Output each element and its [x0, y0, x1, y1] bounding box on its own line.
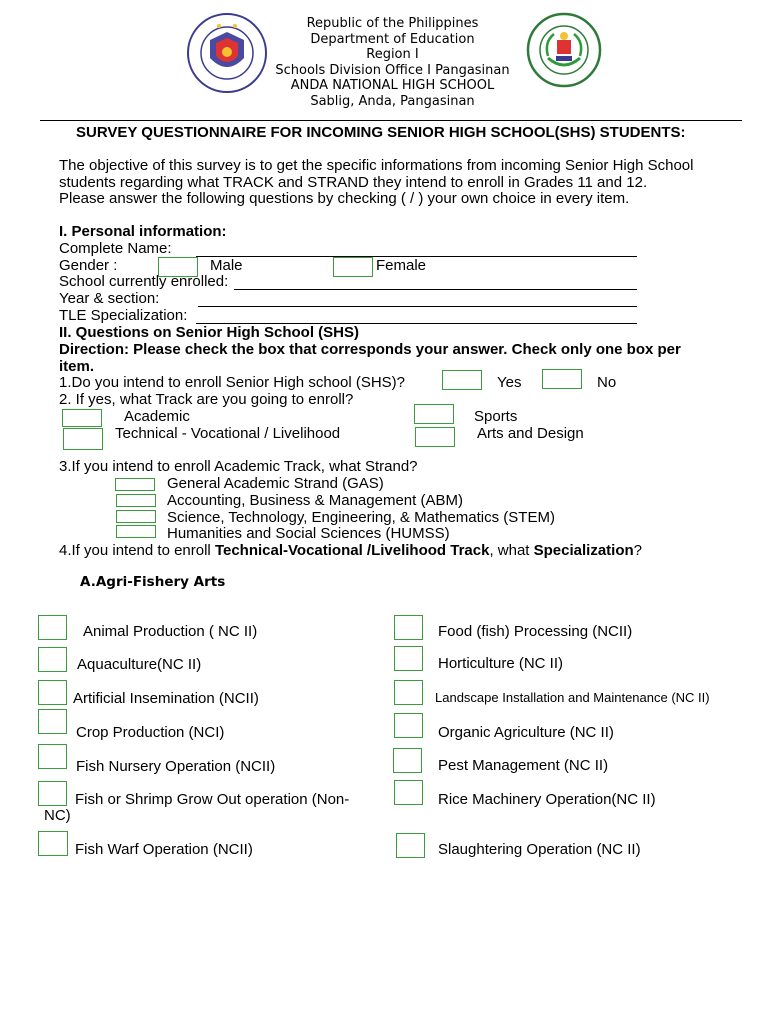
organic-agriculture-label: Organic Agriculture (NC II)	[438, 724, 614, 741]
academic-label: Academic	[124, 408, 190, 425]
tvl-checkbox[interactable]	[63, 428, 103, 450]
question-4-part-2: , what	[489, 542, 534, 559]
female-checkbox[interactable]	[333, 257, 373, 277]
food-processing-checkbox[interactable]	[394, 615, 423, 640]
aquaculture-checkbox[interactable]	[38, 647, 67, 672]
crop-production-label: Crop Production (NCI)	[76, 724, 225, 741]
gas-label: General Academic Strand (GAS)	[167, 475, 384, 492]
question-1: 1.Do you intend to enroll Senior High school (SHS)?	[59, 374, 406, 391]
section-personal-heading: I. Personal information:	[59, 223, 227, 240]
sports-checkbox[interactable]	[414, 404, 454, 424]
header-line-4: Schools Division Office I Pangasinan	[275, 62, 510, 78]
yes-checkbox[interactable]	[442, 370, 482, 390]
abm-checkbox[interactable]	[116, 494, 156, 507]
abm-label: Accounting, Business & Management (ABM)	[167, 492, 463, 509]
question-2: 2. If yes, what Track are you going to enroll?	[59, 391, 354, 408]
organic-agriculture-checkbox[interactable]	[394, 713, 423, 738]
rice-machinery-label: Rice Machinery Operation(NC II)	[438, 791, 656, 808]
header-line-5: ANDA NATIONAL HIGH SCHOOL	[290, 78, 495, 94]
complete-name-label: Complete Name:	[59, 240, 172, 257]
pest-management-checkbox[interactable]	[393, 748, 422, 773]
school-enrolled-field[interactable]	[234, 289, 637, 290]
fish-warf-checkbox[interactable]	[38, 831, 68, 856]
fish-warf-label: Fish Warf Operation (NCII)	[75, 841, 253, 858]
question-4	[59, 542, 642, 559]
no-checkbox[interactable]	[542, 369, 582, 389]
question-3: 3.If you intend to enroll Academic Track, what Strand?	[59, 458, 418, 475]
crop-production-checkbox[interactable]	[38, 709, 67, 734]
rice-machinery-checkbox[interactable]	[394, 780, 423, 805]
survey-title: SURVEY QUESTIONNAIRE FOR INCOMING SENIOR HIGH SCHOOL(SHS) STUDENTS:	[76, 124, 686, 141]
stem-checkbox[interactable]	[116, 510, 156, 523]
header-line-3: Region I	[366, 47, 419, 63]
header-line-1: Republic of the Philippines	[306, 16, 479, 31]
question-4-specialization: Specialization	[533, 542, 634, 559]
objective-line-3: Please answer the following questions by checking ( / ) your own choice in every item.	[59, 190, 630, 207]
header-rule	[40, 120, 742, 121]
animal-production-checkbox[interactable]	[38, 615, 67, 640]
school-enrolled-label: School currently enrolled:	[59, 273, 229, 290]
landscape-label: Landscape Installation and Maintenance (NC II)	[435, 690, 710, 705]
tvl-label: Technical - Vocational / Livelihood	[115, 425, 341, 442]
pest-management-label: Pest Management (NC II)	[438, 757, 609, 774]
gas-checkbox[interactable]	[115, 478, 155, 491]
artificial-insemination-checkbox[interactable]	[38, 680, 67, 705]
slaughtering-label: Slaughtering Operation (NC II)	[438, 841, 641, 858]
direction-line-1: Direction: Please check the box that corresponds your answer. Check only one box per	[59, 341, 681, 358]
yes-label: Yes	[497, 374, 522, 391]
female-label: Female	[376, 257, 427, 274]
humss-label: Humanities and Social Sciences (HUMSS)	[167, 525, 450, 542]
direction-line-2: item.	[59, 358, 95, 375]
animal-production-label: Animal Production ( NC II)	[83, 623, 258, 640]
header-line-2: Department of Education	[310, 31, 475, 47]
academic-checkbox[interactable]	[62, 409, 102, 427]
aquaculture-label: Aquaculture(NC II)	[77, 656, 202, 673]
no-label: No	[597, 374, 617, 391]
question-4-track: Technical-Vocational /Livelihood Track	[214, 542, 490, 559]
section-shs-heading: II. Questions on Senior High School (SHS)	[59, 324, 360, 341]
tle-label: TLE Specialization:	[59, 307, 188, 324]
slaughtering-checkbox[interactable]	[396, 833, 425, 858]
arts-design-label: Arts and Design	[477, 425, 584, 442]
objective-line-2: students regarding what TRACK and STRAND they intend to enroll in Grades 11 and 12.	[59, 174, 648, 191]
year-section-field[interactable]	[198, 306, 637, 307]
question-4-part-1: 4.If you intend to enroll	[59, 542, 215, 559]
question-4-end: ?	[633, 542, 643, 559]
horticulture-label: Horticulture (NC II)	[438, 655, 564, 672]
fish-shrimp-label-cont: NC)	[44, 807, 71, 824]
fish-nursery-checkbox[interactable]	[38, 744, 67, 769]
objective-line-1: The objective of this survey is to get the specific informations from incoming Senior High School	[59, 157, 694, 174]
agri-fishery-heading: A.Agri-Fishery Arts	[80, 574, 226, 590]
artificial-insemination-label: Artificial Insemination (NCII)	[73, 690, 259, 707]
food-processing-label: Food (fish) Processing (NCII)	[438, 623, 633, 640]
gender-label: Gender :	[59, 257, 118, 274]
arts-design-checkbox[interactable]	[415, 427, 455, 447]
landscape-checkbox[interactable]	[394, 680, 423, 705]
humss-checkbox[interactable]	[116, 525, 156, 538]
horticulture-checkbox[interactable]	[394, 646, 423, 671]
fish-shrimp-checkbox[interactable]	[38, 781, 67, 806]
fish-nursery-label: Fish Nursery Operation (NCII)	[76, 758, 276, 775]
header-line-6: Sablig, Anda, Pangasinan	[310, 93, 475, 109]
male-label: Male	[210, 257, 243, 274]
header-block	[240, 16, 545, 110]
school-seal	[526, 12, 602, 88]
fish-shrimp-label: Fish or Shrimp Grow Out operation (Non-	[75, 791, 350, 808]
sports-label: Sports	[474, 408, 518, 425]
stem-label: Science, Technology, Engineering, & Mathematics (STEM)	[167, 509, 555, 526]
year-section-label: Year & section:	[59, 290, 160, 307]
